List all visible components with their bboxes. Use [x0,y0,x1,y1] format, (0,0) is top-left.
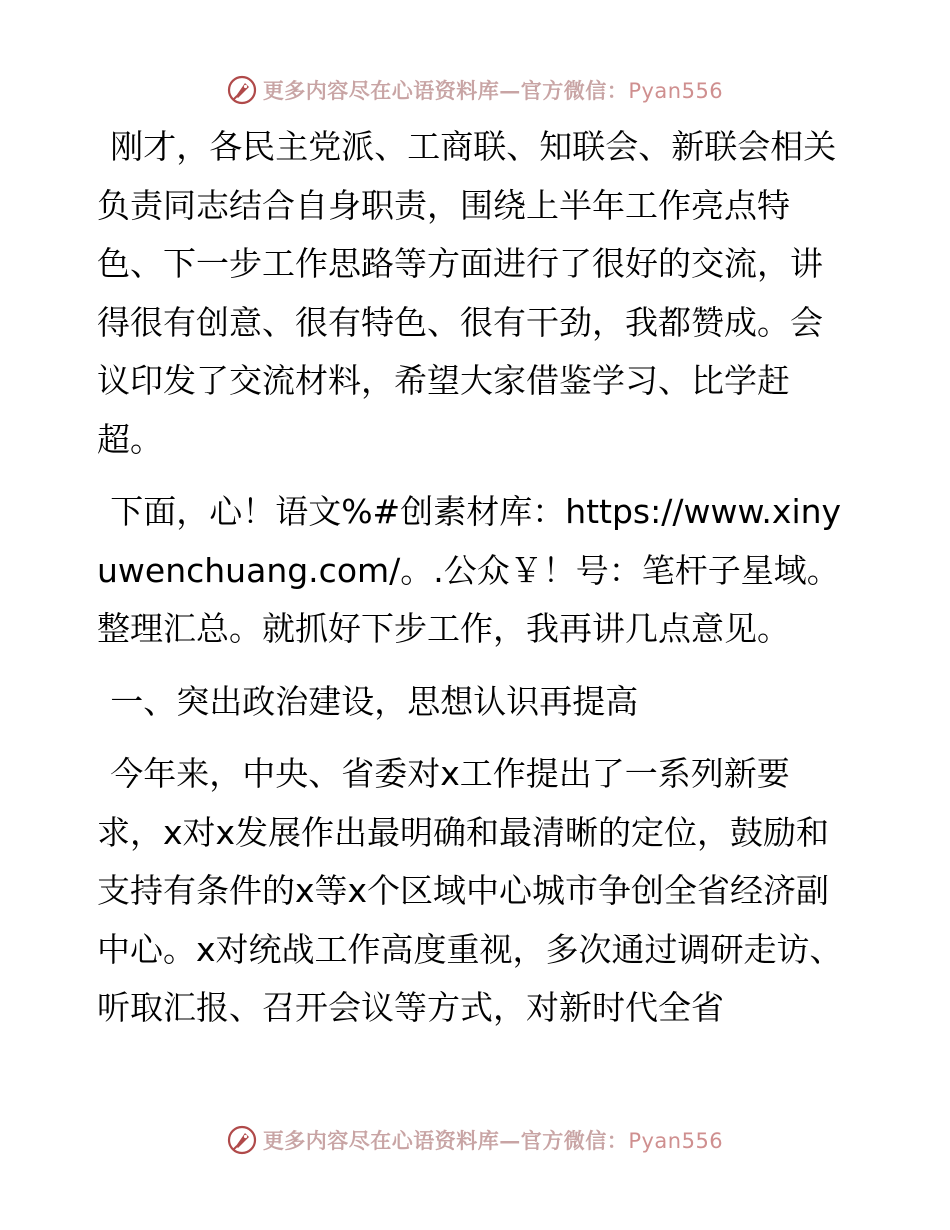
header-watermark [0,70,950,110]
paragraph-1: 刚才，各民主党派、工商联、知联会、新联会相关负责同志结合自身职责，围绕上半年工作亮点特色、下一步工作思路等方面进行了很好的交流，讲得很有创意、很有特色、很有干劲，我都赞成。会议印发了交流材料，希望大家借鉴学习、比学赶超。 [97,127,837,459]
document-body [97,118,853,1052]
paragraph-3: 今年来，中央、省委对x工作提出了一系列新要求，x对x发展作出最明确和最清晰的定位，鼓励和支持有条件的x等x个区域中心城市争创全省经济副中心。x对统战工作高度重视，多次通过调研走访、听取汇报、召开会议等方式，对新时代全省 [97,754,843,1027]
paragraph-2: 下面，心！语文%#创素材库：https://www.xinyuwenchuang.com/。.公众￥！号：笔杆子星域。整理汇总。就抓好下步工作，我再讲几点意见。 [97,492,842,648]
section-heading: 一、突出政治建设，思想认识再提高 [110,681,639,721]
watermark-wechat-id: Pyan556 [628,1129,724,1153]
pen-nib-logo-icon [227,75,257,105]
footer-watermark [0,1120,950,1160]
watermark-text: 更多内容尽在心语资料库—官方微信：Pyan556 [262,1128,724,1153]
pen-nib-logo-icon [227,1125,257,1155]
watermark-wechat-id: Pyan556 [628,79,724,103]
watermark-text: 更多内容尽在心语资料库—官方微信：Pyan556 [262,78,724,103]
